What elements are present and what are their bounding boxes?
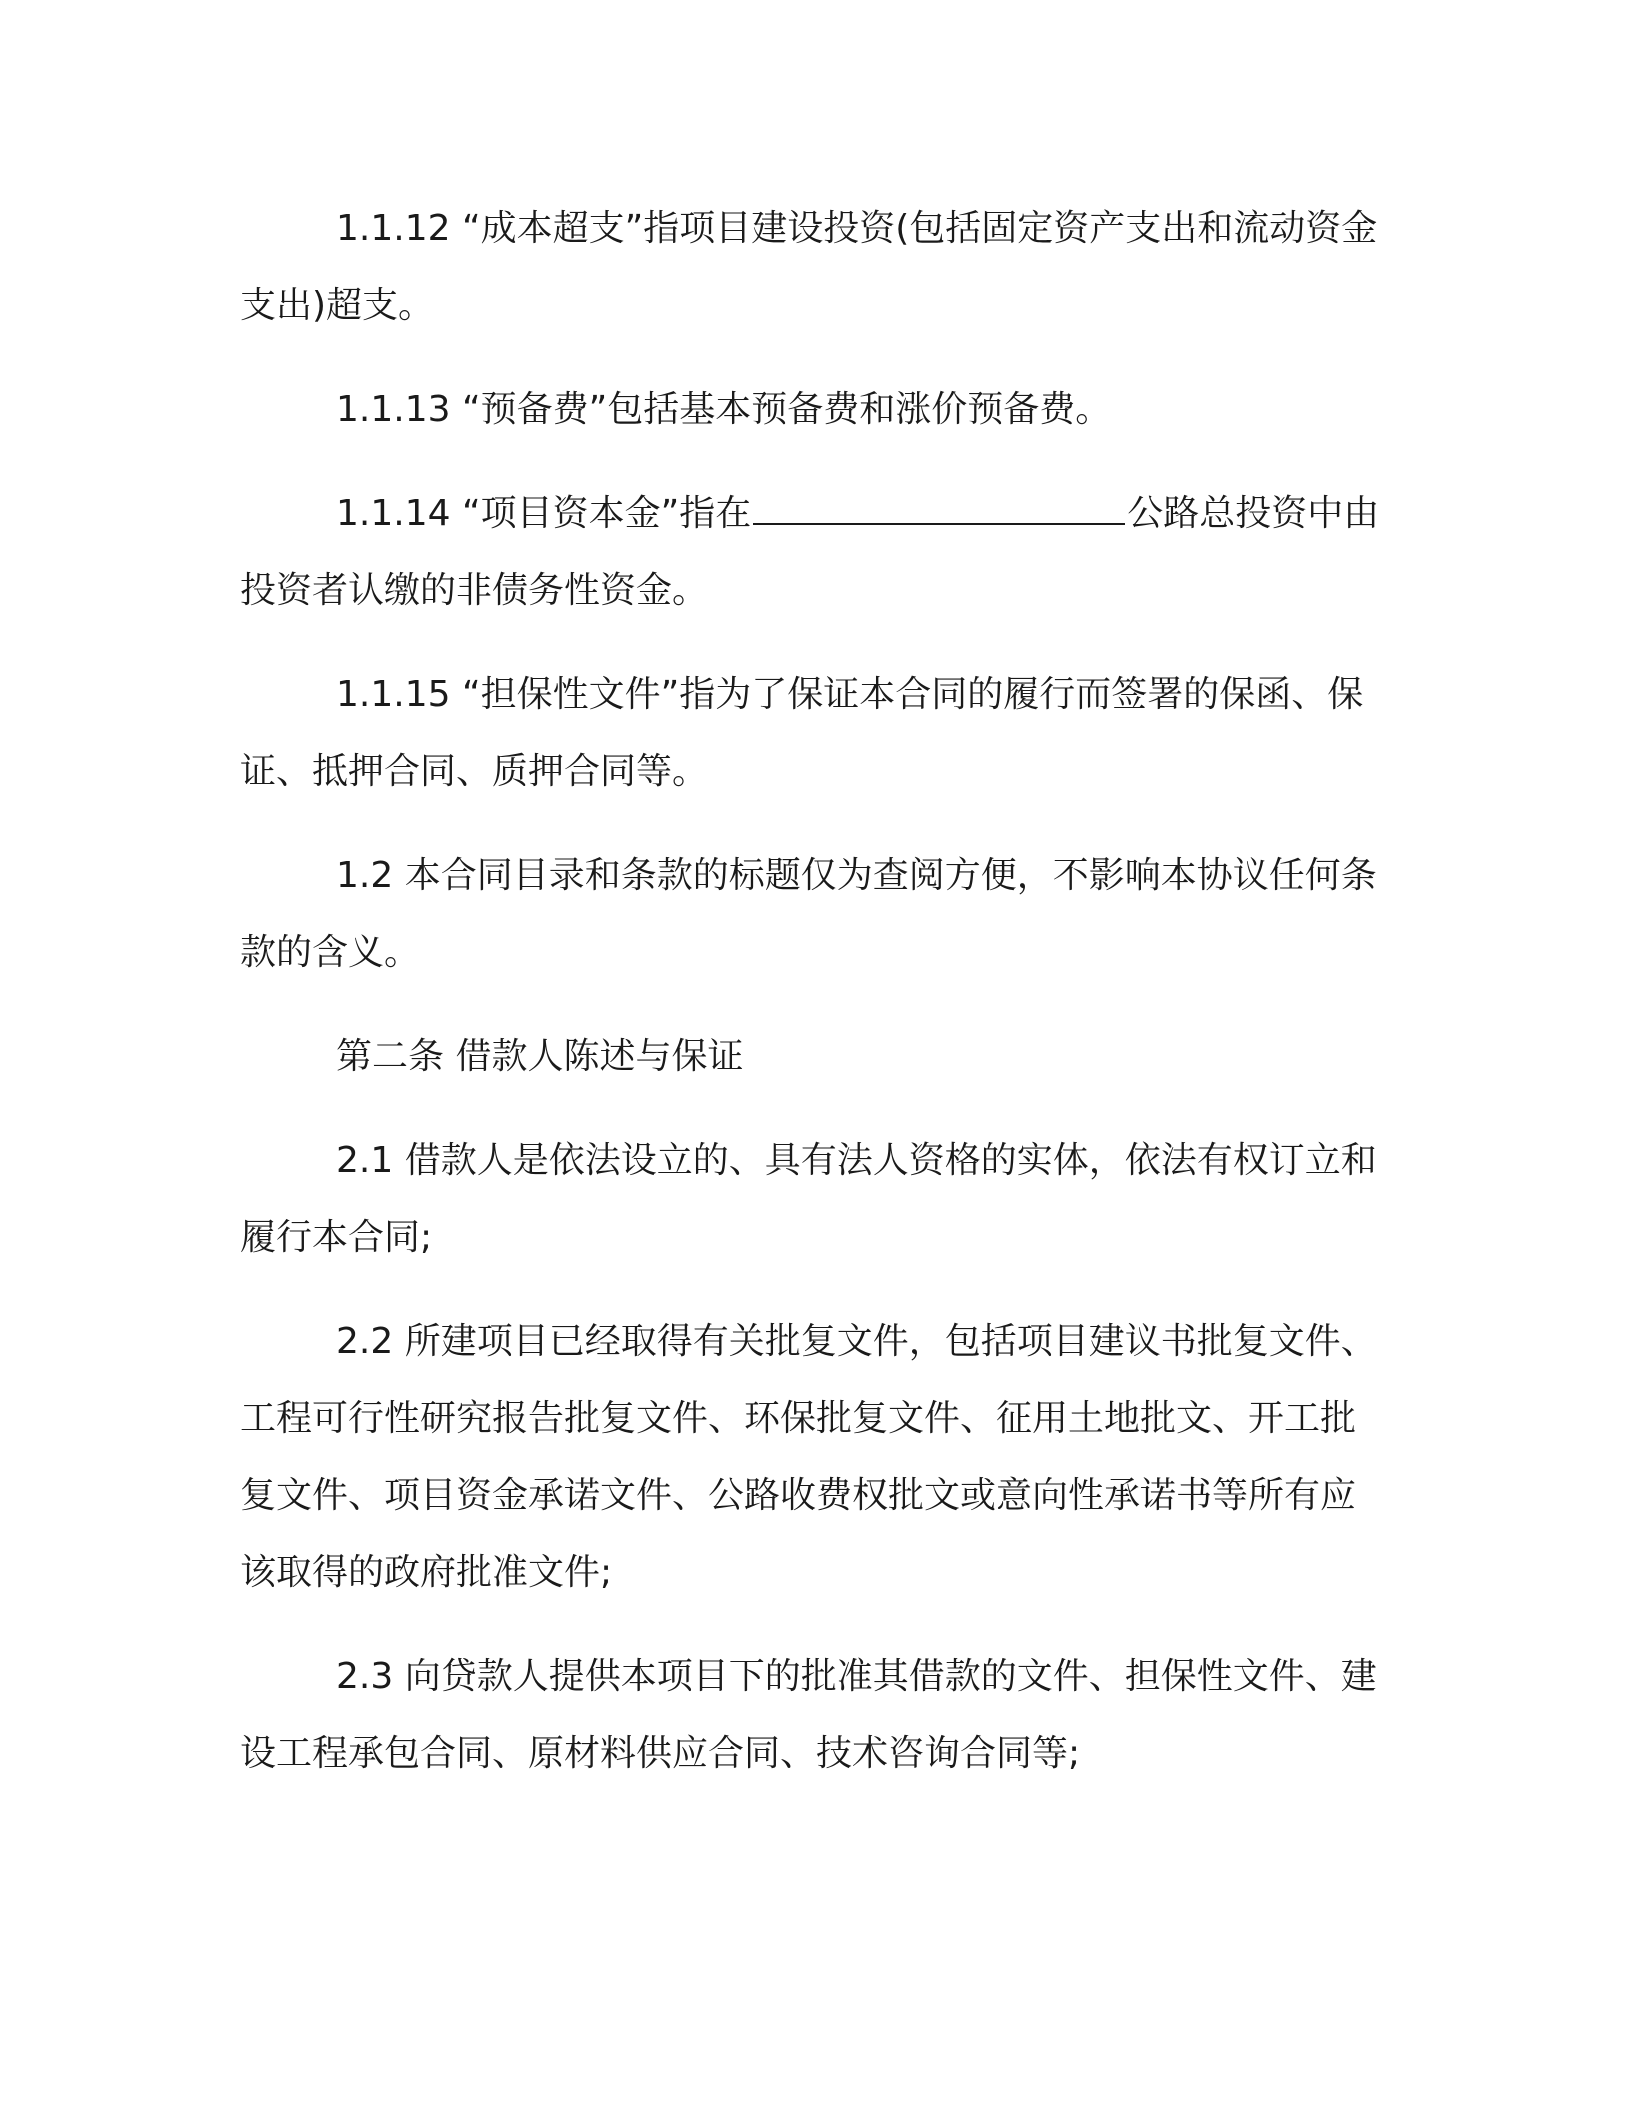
fill-in-blank <box>753 493 1125 525</box>
clause-1-1-13: 1.1.13 “预备费”包括基本预备费和涨价预备费。 <box>336 389 1112 430</box>
clause-2-2: 2.2 所建项目已经取得有关批复文件，包括项目建议书批复文件、工程可行性研究报告批复文件、环保批复文件、征用土地批文、开工批复文件、项目资金承诺文件、公路收费权批文或意向性承诺书等所有应该取得的政府批准文件; <box>240 1321 1377 1593</box>
article-2-heading: 第二条 借款人陈述与保证 <box>336 1036 744 1077</box>
clause-2-3: 2.3 向贷款人提供本项目下的批准其借款的文件、担保性文件、建设工程承包合同、原材料供应合同、技术咨询合同等; <box>240 1656 1377 1774</box>
clause-1-2: 1.2 本合同目录和条款的标题仅为查阅方便，不影响本协议任何条款的含义。 <box>240 855 1377 973</box>
clause-2-1: 2.1 借款人是依法设立的、具有法人资格的实体，依法有权订立和履行本合同; <box>240 1140 1377 1258</box>
clause-1-1-14-before: 1.1.14 “项目资本金”指在 <box>336 493 752 534</box>
clause-1-1-14 <box>240 475 1390 629</box>
clause-1-1-14-after: 公路总投资中由投资者认缴的非债务性资金。 <box>240 493 1380 611</box>
clause-1-1-15: 1.1.15 “担保性文件”指为了保证本合同的履行而签署的保函、保证、抵押合同、质押合同等。 <box>240 674 1364 792</box>
document-body <box>240 190 1390 1819</box>
clause-1-1-12: 1.1.12 “成本超支”指项目建设投资(包括固定资产支出和流动资金支出)超支。 <box>240 208 1378 326</box>
